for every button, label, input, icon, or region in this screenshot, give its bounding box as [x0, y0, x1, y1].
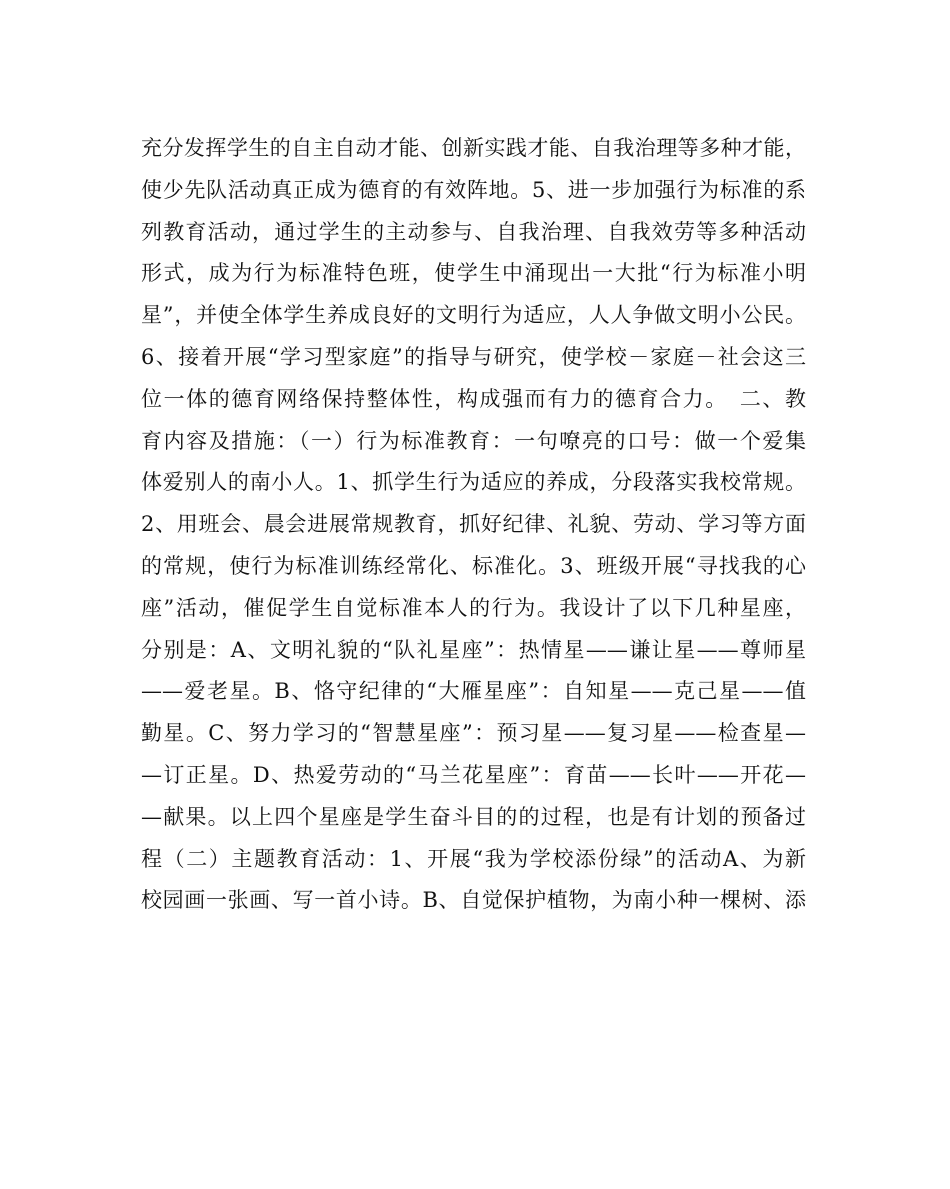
text-line-13: 分别是：A、文明礼貌的“队礼星座”：热情星——谦让星——尊师星: [141, 637, 806, 662]
body-text: [141, 128, 806, 922]
text-line-16: —订正星。D、热爱劳动的“马兰花星座”：育苗——长叶——开花—: [141, 762, 806, 787]
text-line-9: 体爱别人的南小人。1、抓学生行为适应的养成，分段落实我校常规。: [141, 470, 806, 495]
text-line-15: 勤星。C、努力学习的“智慧星座”：预习星——复习星——检查星—: [141, 721, 806, 746]
text-line-11: 的常规，使行为标准训练经常化、标准化。3、班级开展“寻找我的心: [141, 553, 806, 578]
text-line-1: 充分发挥学生的自主自动才能、创新实践才能、自我治理等多种才能，: [141, 136, 806, 160]
text-line-19: 校园画一张画、写一首小诗。B、自觉保护植物，为南小种一棵树、添: [141, 888, 806, 913]
text-line-10: 2、用班会、晨会进展常规教育，抓好纪律、礼貌、劳动、学习等方面: [141, 512, 806, 537]
text-line-14: ——爱老星。B、恪守纪律的“大雁星座”：自知星——克己星——值: [141, 679, 806, 704]
text-line-2: 使少先队活动真正成为德育的有效阵地。5、进一步加强行为标准的系: [141, 177, 806, 202]
text-line-12: 座”活动，催促学生自觉标准本人的行为。我设计了以下几种星座，: [141, 595, 806, 620]
text-line-4: 形式，成为行为标准特色班，使学生中涌现出一大批“行为标准小明: [141, 261, 806, 286]
text-line-5: 星”，并使全体学生养成良好的文明行为适应，人人争做文明小公民。: [141, 303, 806, 328]
text-line-18: 程（二）主题教育活动：1、开展“我为学校添份绿”的活动A、为新: [141, 846, 806, 871]
text-line-6: 6、接着开展“学习型家庭”的指导与研究，使学校－家庭－社会这三: [141, 344, 806, 369]
text-line-7: 位一体的德育网络保持整体性，构成强而有力的德育合力。 二、教: [141, 386, 806, 411]
text-line-8: 育内容及措施：（一）行为标准教育：一句嘹亮的口号：做一个爱集: [141, 428, 806, 453]
text-line-3: 列教育活动，通过学生的主动参与、自我治理、自我效劳等多种活动: [141, 219, 806, 244]
text-line-17: —献果。以上四个星座是学生奋斗目的的过程，也是有计划的预备过: [141, 804, 806, 829]
